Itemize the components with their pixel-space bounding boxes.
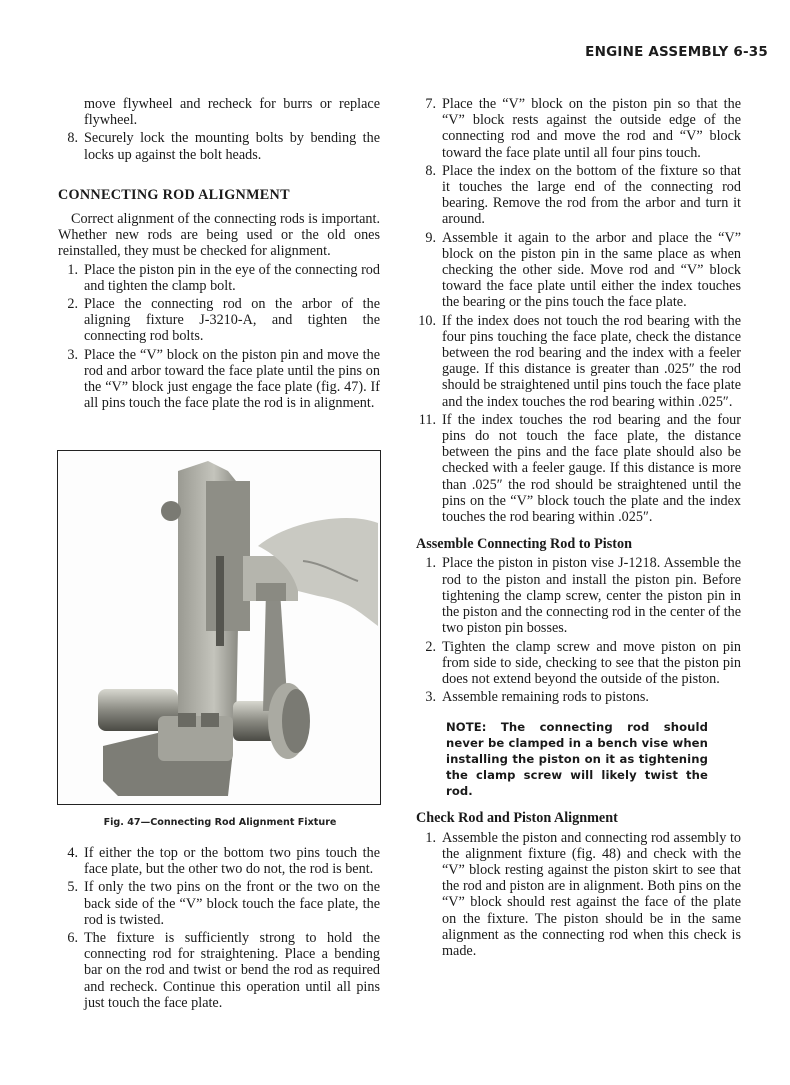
list-item	[58, 845, 380, 877]
left-column-lower	[58, 845, 380, 1013]
left-column	[58, 96, 380, 413]
item-number: 3.	[425, 689, 436, 706]
figure-caption: Fig. 47—Connecting Rod Alignment Fixture	[103, 817, 337, 828]
item-number: 1.	[67, 261, 78, 278]
item-text: Place the “V” block on the piston pin and move the rod and arbor toward the face plate until the pins on the “V” block just engage the face plate (fig. 47). If all pins touch the face plate the rod is in alignment.	[84, 346, 380, 412]
item-number: 2.	[67, 296, 78, 313]
list-item	[58, 262, 380, 294]
item-number: 4.	[67, 845, 78, 861]
item-number: 2.	[425, 638, 436, 655]
page-header: ENGINE ASSEMBLY 6-35	[585, 44, 768, 60]
item-text: Place the piston pin in the eye of the connecting rod and tighten the clamp bolt.	[84, 261, 380, 294]
item-number: 8.	[67, 130, 78, 147]
figure-47-photo	[57, 450, 381, 805]
item-text: Tighten the clamp screw and move piston on pin from side to side, checking to see that the piston pin does not extend beyond the outside of the piston.	[442, 638, 741, 687]
list-item	[58, 879, 380, 928]
item-text: Securely lock the mounting bolts by bending the locks up against the bolt heads.	[84, 130, 380, 163]
item-text: If only the two pins on the front or the two on the back side of the “V” block touch the face plate, the rod is twisted.	[84, 879, 380, 928]
item-number: 6.	[67, 930, 78, 947]
list-item	[416, 689, 741, 705]
assemble-heading: Assemble Connecting Rod to Piston	[416, 536, 632, 553]
item-number: 10.	[418, 312, 436, 329]
list-item	[416, 313, 741, 410]
list-item	[416, 639, 741, 688]
item-number: 11.	[418, 411, 436, 428]
alignment-fixture-illustration	[58, 451, 380, 804]
item-number: 8.	[425, 162, 436, 179]
item-text: If the index does not touch the rod bearing with the four pins touching the face plate, check the distance between the rod bearing and the index with a feeler gauge. If this distance is greater than .025″ the rod should be straightened until pins touch the face plate and the index touches the rod bearing within .025″.	[442, 312, 741, 410]
item-number: 5.	[67, 879, 78, 896]
item-text: If either the top or the bottom two pins touch the face plate, but the other two do not, the rod is bent.	[84, 845, 380, 878]
list-item	[416, 555, 741, 636]
list-item	[416, 230, 741, 311]
item-number: 9.	[425, 229, 436, 246]
right-column	[416, 96, 741, 961]
item-text: If the index touches the rod bearing and the four pins do not touch the face plate, the distance between the pins and the face plate should also be checked with a feeler gauge. If this distance is more than .025″ the rod should be straightened until the pins on the “V” block touch the plate and the index touches the rod bearing within .025″.	[442, 411, 741, 526]
item-number: 3.	[67, 346, 78, 363]
list-item	[416, 163, 741, 228]
item-text: Assemble it again to the arbor and place the “V” block on the piston pin in the same place as when checking the other side. Move rod and “V” block toward the face plate until either the index touches the bearing or the pins touch the face plate.	[442, 229, 741, 311]
section-heading: CONNECTING ROD ALIGNMENT	[58, 186, 290, 203]
continuation-text: move flywheel and recheck for burrs or replace flywheel.	[84, 96, 380, 129]
item-text: Place the index on the bottom of the fixture so that it touches the large end of the connecting rod bearing. Remove the rod from the arbor and turn it around.	[442, 162, 741, 228]
item-text: Assemble remaining rods to pistons.	[442, 689, 649, 706]
item-text: Assemble the piston and connecting rod assembly to the alignment fixture (fig. 48) and check with the “V” block resting against the piston skirt to see that the rod and piston are in alignment. Both pins on the “V” block should rest against the face of the plate on the fixture. The piston should be in the same alignment as the connecting rod when this check is made.	[442, 829, 741, 959]
item-text: Place the “V” block on the piston pin so that the “V” block rests against the outside edge of the connecting rod and move the rod and “V” block toward the face plate until all four pins touch.	[442, 96, 741, 161]
list-item	[58, 347, 380, 412]
item-text: Place the piston in piston vise J-1218. Assemble the rod to the piston and install the piston pin. Before tightening the clamp screw, center the piston pin in the piston and the connecting rod in the center of the two piston pin bosses.	[442, 555, 741, 637]
list-item	[416, 96, 741, 161]
list-item	[416, 830, 741, 960]
item-text: Place the connecting rod on the arbor of the aligning fixture J-3210-A, and tighten the connecting rod bolts.	[84, 296, 380, 345]
list-item	[58, 130, 380, 162]
item-number: 1.	[425, 555, 436, 572]
note-callout: NOTE: The connecting rod should never be clamped in a bench vise when installing the piston on it as tightening the clamp screw will likely twist the rod.	[446, 720, 708, 799]
item-number: 1.	[425, 829, 436, 846]
item-number: 7.	[425, 96, 436, 112]
intro-paragraph: Correct alignment of the connecting rods is important. Whether new rods are being used or the old ones reinstalled, they must be checked for alignment.	[58, 211, 380, 260]
item-text: The fixture is sufficiently strong to hold the connecting rod for straightening. Place a bending bar on the rod and twist or bend the rod as required and recheck. Continue this operation until all pins just touch the face plate.	[84, 930, 380, 1011]
list-item	[416, 412, 741, 525]
list-item	[58, 930, 380, 1011]
list-item	[58, 296, 380, 345]
check-heading: Check Rod and Piston Alignment	[416, 810, 618, 827]
